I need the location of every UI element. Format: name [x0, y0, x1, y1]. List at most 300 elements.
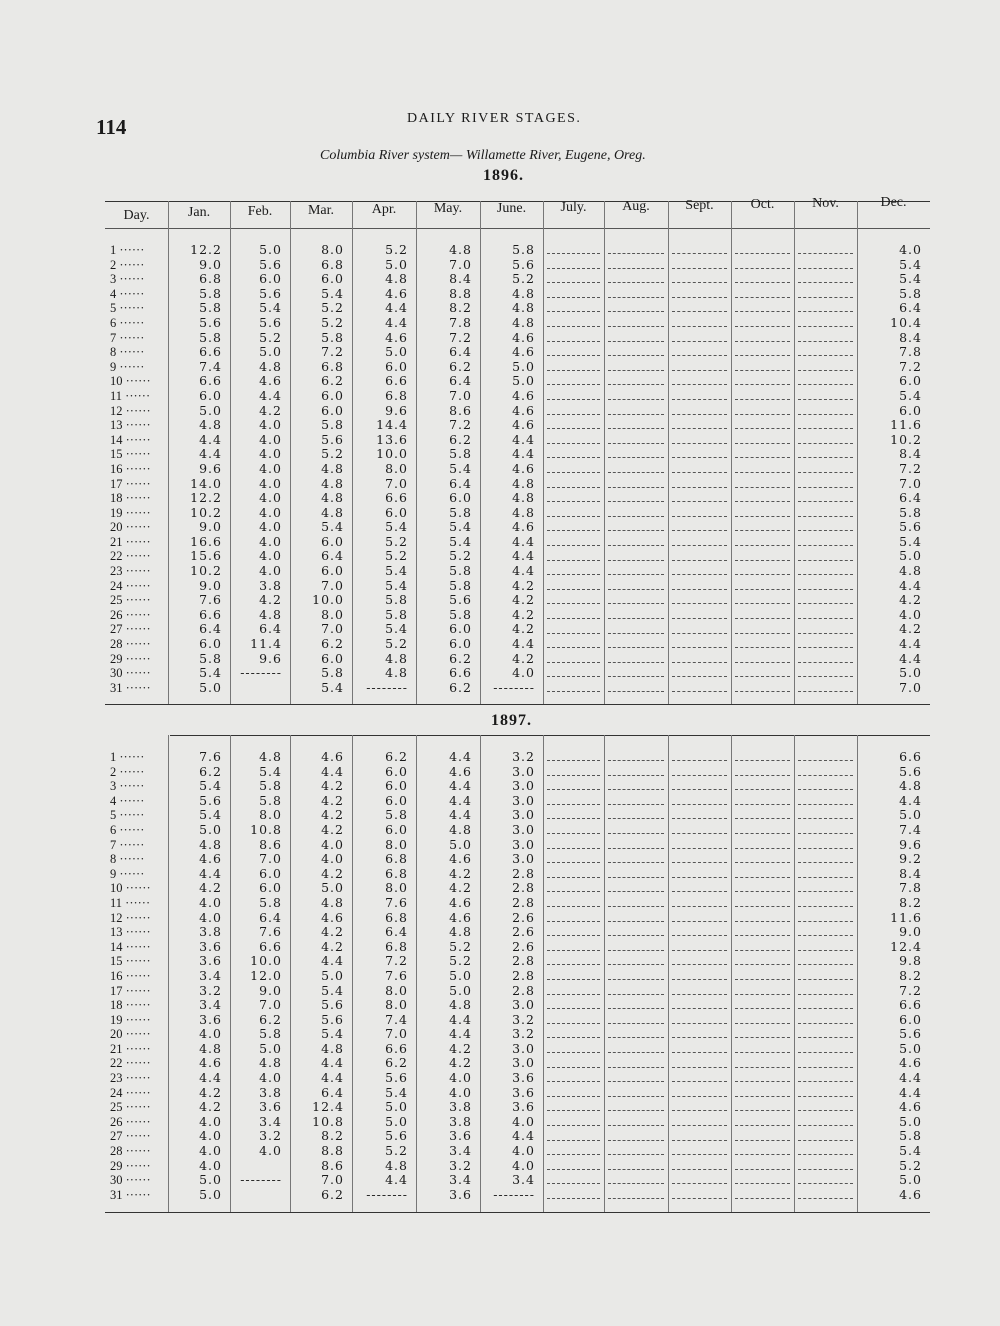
- header-month: Jan.: [187, 205, 211, 220]
- stage-value: 4.4: [385, 1172, 408, 1188]
- stage-value: 4.0: [259, 431, 282, 447]
- stage-value: 6.8: [385, 865, 408, 881]
- stage-value: 3.6: [199, 953, 222, 969]
- blank-entry-leader: [547, 1110, 600, 1111]
- stage-value: 8.2: [899, 967, 922, 983]
- day-number: 2 ······: [110, 764, 145, 779]
- stage-value: 7.6: [385, 967, 408, 983]
- blank-entry-leader: [798, 311, 853, 312]
- stage-value: 8.8: [321, 1143, 344, 1159]
- stage-value: 9.0: [199, 519, 222, 535]
- blank-entry-leader: [608, 545, 664, 546]
- stage-value: 5.6: [321, 1011, 344, 1027]
- value-column: [178, 243, 222, 695]
- stage-value: 6.4: [449, 475, 472, 491]
- stage-value: 4.2: [512, 621, 535, 637]
- blank-entry-leader: [608, 253, 664, 254]
- stage-value: 4.4: [199, 431, 222, 447]
- stage-value: 16.6: [190, 533, 222, 549]
- stage-value: 9.8: [899, 953, 922, 969]
- stage-value: --------: [366, 1186, 408, 1202]
- day-number: 20 ······: [110, 1027, 151, 1042]
- blank-entry-leader: [798, 1081, 853, 1082]
- blank-entry-leader: [608, 1183, 664, 1184]
- blank-entry-leader: [798, 676, 853, 677]
- blank-entry-leader: [735, 891, 790, 892]
- stage-value: 7.2: [899, 460, 922, 476]
- blank-entry-leader: [547, 1169, 600, 1170]
- stage-value: 4.4: [385, 300, 408, 316]
- stage-value: 5.4: [449, 460, 472, 476]
- stage-value: 5.2: [385, 533, 408, 549]
- blank-entry-leader: [735, 355, 790, 356]
- stage-value: 5.8: [259, 1026, 282, 1042]
- blank-entry-leader: [798, 1169, 853, 1170]
- stage-value: 6.0: [449, 490, 472, 506]
- blank-entry-leader: [735, 760, 790, 761]
- blank-entry-leader: [547, 662, 600, 663]
- stage-value: 4.4: [899, 1070, 922, 1086]
- stage-value: 5.8: [385, 807, 408, 823]
- stage-value: 5.0: [899, 548, 922, 564]
- blank-entry-leader: [798, 647, 853, 648]
- day-number: 23 ······: [110, 1071, 151, 1086]
- stage-value: [238, 1188, 282, 1203]
- blank-entry-leader: [735, 1183, 790, 1184]
- blank-entry-leader: [672, 268, 727, 269]
- stage-value: 3.2: [512, 749, 535, 764]
- blank-entry-leader: [798, 530, 853, 531]
- stage-value: --------: [240, 1172, 282, 1188]
- stage-value: 4.0: [259, 417, 282, 433]
- stage-value: 3.0: [512, 807, 535, 823]
- stage-value: --------: [493, 1186, 535, 1202]
- blank-entry-leader: [735, 428, 790, 429]
- stage-value: 6.4: [199, 621, 222, 637]
- stage-value: 10.0: [376, 446, 408, 462]
- stage-value: 7.0: [321, 621, 344, 637]
- blank-entry-leader: [735, 530, 790, 531]
- value-column: [238, 750, 282, 1202]
- column-rule: [543, 735, 544, 1212]
- column-rule: [168, 735, 169, 1212]
- blank-entry-leader: [608, 921, 664, 922]
- blank-entry-leader: [798, 1110, 853, 1111]
- stage-value: 9.0: [199, 577, 222, 593]
- blank-entry-leader: [735, 950, 790, 951]
- stage-value: 5.4: [449, 519, 472, 535]
- stage-value: 4.0: [899, 242, 922, 257]
- stage-value: 5.4: [449, 533, 472, 549]
- stage-value: 6.0: [385, 821, 408, 837]
- stage-value: 6.4: [899, 490, 922, 506]
- blank-entry-leader: [735, 311, 790, 312]
- stage-value: 6.0: [385, 763, 408, 779]
- blank-entry-leader: [672, 355, 727, 356]
- stage-value: 10.0: [250, 953, 282, 969]
- stage-value: 3.6: [449, 1186, 472, 1202]
- stage-value: 6.0: [321, 387, 344, 403]
- stage-value: 2.8: [512, 953, 535, 969]
- stage-value: 6.0: [385, 792, 408, 808]
- blank-entry-leader: [547, 950, 600, 951]
- stage-value: 3.0: [512, 1055, 535, 1071]
- blank-entry-leader: [798, 804, 853, 805]
- stage-value: 5.4: [199, 807, 222, 823]
- stage-value: 6.4: [449, 344, 472, 360]
- stage-value: 6.8: [321, 358, 344, 374]
- blank-entry-leader: [735, 253, 790, 254]
- stage-value: 6.2: [199, 763, 222, 779]
- blank-entry-leader: [798, 618, 853, 619]
- stage-value: 4.4: [512, 563, 535, 579]
- blank-entry-leader: [547, 760, 600, 761]
- blank-entry-leader: [672, 501, 727, 502]
- blank-entry-leader: [798, 399, 853, 400]
- stage-value: 4.8: [321, 460, 344, 476]
- blank-entry-leader: [672, 979, 727, 980]
- blank-entry-leader: [672, 253, 727, 254]
- stage-value: 4.8: [385, 271, 408, 287]
- stage-value: 6.4: [899, 300, 922, 316]
- blank-entry-leader: [547, 501, 600, 502]
- column-rule: [857, 201, 858, 704]
- blank-entry-leader: [672, 384, 727, 385]
- stage-value: 7.2: [449, 417, 472, 433]
- header-month: Mar.: [307, 203, 335, 219]
- stage-value: 13.6: [376, 431, 408, 447]
- stage-value: 4.0: [899, 606, 922, 622]
- day-number: 19 ······: [110, 505, 151, 520]
- stage-value: 4.8: [449, 924, 472, 940]
- stage-value: 4.6: [899, 1055, 922, 1071]
- stage-value: 6.6: [899, 749, 922, 764]
- blank-entry-leader: [608, 443, 664, 444]
- blank-entry-leader: [608, 1096, 664, 1097]
- stage-value: 4.0: [259, 446, 282, 462]
- stage-value: 11.6: [890, 417, 922, 433]
- day-number: 10 ······: [110, 881, 151, 896]
- stage-value: 5.6: [259, 285, 282, 301]
- stage-value: 4.2: [321, 938, 344, 954]
- stage-value: 6.4: [321, 1084, 344, 1100]
- value-column: [428, 243, 472, 695]
- blank-entry-leader: [608, 457, 664, 458]
- value-column: [364, 243, 408, 695]
- stage-value: 3.2: [512, 1011, 535, 1027]
- blank-entry-leader: [798, 775, 853, 776]
- stage-value: 9.0: [259, 982, 282, 998]
- stage-value: 4.8: [512, 490, 535, 506]
- blank-entry-leader: [798, 282, 853, 283]
- stage-value: 4.8: [385, 650, 408, 666]
- stage-value: [238, 1159, 282, 1174]
- stage-value: 4.2: [449, 865, 472, 881]
- stage-value: 4.4: [449, 1011, 472, 1027]
- blank-entry-leader: [672, 341, 727, 342]
- stage-value: 7.0: [385, 475, 408, 491]
- blank-entry-leader: [608, 384, 664, 385]
- blank-entry-leader: [608, 833, 664, 834]
- blank-entry-leader: [608, 1154, 664, 1155]
- stage-value: 4.0: [259, 563, 282, 579]
- stage-value: 5.6: [259, 314, 282, 330]
- header-bottom-rule: [105, 228, 930, 229]
- stage-value: 4.0: [259, 460, 282, 476]
- stage-value: 9.6: [199, 460, 222, 476]
- blank-entry-leader: [672, 760, 727, 761]
- stage-value: 6.0: [321, 650, 344, 666]
- blank-entry-leader: [672, 848, 727, 849]
- blank-entry-leader: [672, 1023, 727, 1024]
- stage-value: 3.4: [259, 1113, 282, 1129]
- day-number: 9 ······: [110, 866, 145, 881]
- day-number: 27 ······: [110, 1129, 151, 1144]
- blank-entry-leader: [547, 574, 600, 575]
- stage-value: 4.8: [199, 836, 222, 852]
- stage-value: 7.4: [899, 821, 922, 837]
- day-number: 24 ······: [110, 1085, 151, 1100]
- blank-entry-leader: [672, 633, 727, 634]
- blank-entry-leader: [798, 1052, 853, 1053]
- stage-value: 15.6: [190, 548, 222, 564]
- stage-value: 5.6: [321, 997, 344, 1013]
- stage-value: --------: [240, 665, 282, 681]
- blank-entry-leader: [798, 862, 853, 863]
- stage-value: 4.8: [321, 475, 344, 491]
- header-month: June.: [496, 200, 527, 216]
- stage-value: 4.8: [199, 417, 222, 433]
- stage-value: 4.4: [449, 778, 472, 794]
- stage-value: 5.4: [321, 982, 344, 998]
- blank-entry-leader: [547, 560, 600, 561]
- stage-value: 6.2: [449, 650, 472, 666]
- stage-value: 8.6: [259, 836, 282, 852]
- blank-entry-leader: [547, 443, 600, 444]
- stage-value: 5.4: [899, 387, 922, 403]
- blank-entry-leader: [547, 647, 600, 648]
- stage-value: 4.6: [259, 373, 282, 389]
- stage-value: 2.8: [512, 967, 535, 983]
- blank-entry-leader: [547, 979, 600, 980]
- day-number: 26 ······: [110, 607, 151, 622]
- stage-value: 3.2: [449, 1157, 472, 1173]
- day-number: 4 ······: [110, 793, 145, 808]
- stage-value: 6.0: [321, 563, 344, 579]
- stage-value: 8.6: [321, 1157, 344, 1173]
- blank-entry-leader: [547, 618, 600, 619]
- stage-value: 5.0: [259, 344, 282, 360]
- column-rule: [480, 735, 481, 1212]
- column-rule: [168, 201, 169, 704]
- stage-value: 2.8: [512, 894, 535, 910]
- blank-entry-leader: [798, 443, 853, 444]
- blank-entry-leader: [735, 574, 790, 575]
- stage-value: 8.0: [385, 460, 408, 476]
- blank-entry-leader: [672, 545, 727, 546]
- day-number: 28 ······: [110, 637, 151, 652]
- column-rule: [290, 201, 291, 704]
- blank-entry-leader: [608, 775, 664, 776]
- blank-entry-leader: [672, 818, 727, 819]
- day-number: 5 ······: [110, 301, 145, 316]
- blank-entry-leader: [672, 1140, 727, 1141]
- stage-value: 4.0: [199, 1026, 222, 1042]
- blank-entry-leader: [547, 589, 600, 590]
- blank-entry-leader: [672, 297, 727, 298]
- stage-value: 5.4: [899, 271, 922, 287]
- stage-value: 9.2: [899, 851, 922, 867]
- stage-value: 4.4: [512, 1128, 535, 1144]
- blank-entry-leader: [608, 268, 664, 269]
- stage-value: 4.6: [512, 417, 535, 433]
- stage-value: 5.6: [199, 314, 222, 330]
- blank-entry-leader: [608, 862, 664, 863]
- stage-value: --------: [493, 679, 535, 695]
- stage-value: 4.0: [259, 1070, 282, 1086]
- blank-entry-leader: [735, 804, 790, 805]
- blank-entry-leader: [547, 326, 600, 327]
- stage-value: 8.0: [385, 997, 408, 1013]
- day-number: 26 ······: [110, 1114, 151, 1129]
- header-day: Day.: [123, 208, 150, 223]
- blank-entry-leader: [672, 443, 727, 444]
- stage-value: 5.2: [899, 1157, 922, 1173]
- blank-entry-leader: [547, 297, 600, 298]
- blank-entry-leader: [608, 297, 664, 298]
- page-number: 114: [96, 115, 127, 139]
- stage-value: 5.0: [449, 982, 472, 998]
- blank-entry-leader: [547, 1096, 600, 1097]
- stage-value: 4.4: [899, 650, 922, 666]
- stage-value: 6.0: [259, 865, 282, 881]
- stage-value: 3.6: [512, 1084, 535, 1100]
- stage-value: 5.0: [512, 358, 535, 374]
- blank-entry-leader: [735, 1096, 790, 1097]
- stage-value: 3.0: [512, 792, 535, 808]
- blank-entry-leader: [608, 950, 664, 951]
- stage-value: 5.0: [899, 807, 922, 823]
- blank-entry-leader: [547, 877, 600, 878]
- stage-value: 4.6: [512, 402, 535, 418]
- blank-entry-leader: [735, 848, 790, 849]
- blank-entry-leader: [798, 964, 853, 965]
- blank-entry-leader: [798, 268, 853, 269]
- blank-entry-leader: [547, 603, 600, 604]
- stage-value: 8.0: [385, 982, 408, 998]
- blank-entry-leader: [608, 891, 664, 892]
- running-head: DAILY RIVER STAGES.: [407, 111, 582, 126]
- stage-value: 6.0: [321, 271, 344, 287]
- header-month: July.: [560, 199, 587, 215]
- blank-entry-leader: [735, 662, 790, 663]
- stage-value: 5.8: [449, 577, 472, 593]
- stage-value: 4.2: [512, 606, 535, 622]
- stage-value: 6.0: [199, 636, 222, 652]
- stage-value: 7.8: [899, 880, 922, 896]
- stage-value: 5.8: [512, 242, 535, 257]
- value-column: [491, 750, 535, 1202]
- blank-entry-leader: [547, 472, 600, 473]
- stage-value: 8.2: [899, 894, 922, 910]
- blank-entry-leader: [798, 1198, 853, 1199]
- stage-value: 5.6: [899, 763, 922, 779]
- day-number: 18 ······: [110, 491, 151, 506]
- day-number: 29 ······: [110, 1158, 151, 1173]
- stage-value: 4.8: [259, 749, 282, 764]
- blank-entry-leader: [547, 268, 600, 269]
- stage-value: 5.2: [512, 271, 535, 287]
- stage-value: 7.2: [321, 344, 344, 360]
- blank-entry-leader: [672, 662, 727, 663]
- blank-entry-leader: [672, 472, 727, 473]
- blank-entry-leader: [608, 994, 664, 995]
- stage-value: 4.0: [259, 548, 282, 564]
- blank-entry-leader: [735, 833, 790, 834]
- stage-value: 4.8: [512, 475, 535, 491]
- blank-entry-leader: [798, 818, 853, 819]
- blank-entry-leader: [735, 341, 790, 342]
- stage-value: 4.2: [449, 880, 472, 896]
- blank-entry-leader: [672, 691, 727, 692]
- blank-entry-leader: [798, 691, 853, 692]
- blank-entry-leader: [672, 516, 727, 517]
- blank-entry-leader: [735, 472, 790, 473]
- stage-value: 5.8: [899, 285, 922, 301]
- stage-value: 5.0: [321, 967, 344, 983]
- blank-entry-leader: [547, 1052, 600, 1053]
- stage-value: 5.0: [899, 665, 922, 681]
- day-number: 30 ······: [110, 1173, 151, 1188]
- blank-entry-leader: [672, 589, 727, 590]
- stage-value: 5.8: [449, 504, 472, 520]
- blank-entry-leader: [672, 1081, 727, 1082]
- stage-value: 5.6: [199, 792, 222, 808]
- blank-entry-leader: [798, 1067, 853, 1068]
- stage-value: 12.4: [312, 1099, 344, 1115]
- stage-value: 4.8: [449, 997, 472, 1013]
- stage-value: 3.0: [512, 1040, 535, 1056]
- stage-value: 6.4: [259, 621, 282, 637]
- blank-entry-leader: [547, 384, 600, 385]
- stage-value: 5.6: [321, 431, 344, 447]
- blank-entry-leader: [608, 1140, 664, 1141]
- stage-value: 6.0: [449, 621, 472, 637]
- day-column: [110, 750, 151, 1202]
- blank-entry-leader: [547, 1183, 600, 1184]
- stage-value: 6.2: [449, 679, 472, 695]
- stage-value: --------: [366, 679, 408, 695]
- stage-value: 4.4: [899, 577, 922, 593]
- stage-value: 5.6: [899, 519, 922, 535]
- stage-value: 3.8: [259, 1084, 282, 1100]
- day-number: 16 ······: [110, 461, 151, 476]
- stage-value: 4.8: [321, 1040, 344, 1056]
- stage-value: 5.2: [385, 242, 408, 257]
- stage-value: 5.8: [899, 504, 922, 520]
- stage-value: 4.8: [512, 504, 535, 520]
- blank-entry-leader: [798, 877, 853, 878]
- blank-entry-leader: [798, 355, 853, 356]
- stage-value: 5.0: [512, 373, 535, 389]
- blank-entry-leader: [735, 964, 790, 965]
- blank-entry-leader: [547, 1154, 600, 1155]
- stage-value: 5.2: [321, 446, 344, 462]
- stage-value: 7.6: [199, 749, 222, 764]
- blank-entry-leader: [735, 282, 790, 283]
- blank-entry-leader: [672, 1096, 727, 1097]
- stage-value: 4.6: [199, 1055, 222, 1071]
